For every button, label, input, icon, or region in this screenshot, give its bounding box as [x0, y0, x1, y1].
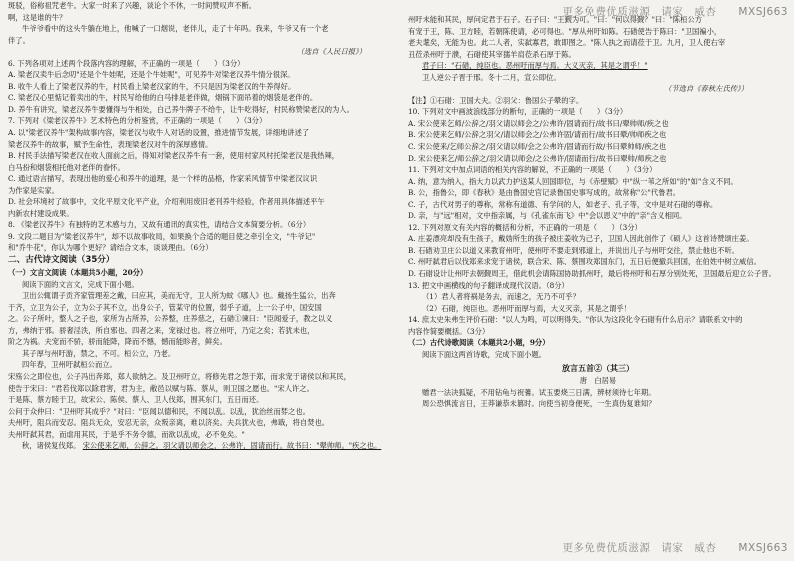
text-line: C. 梁老汉心里惦记着卖出的牛，村民写给他的白马排是老伴做，烟锅下面吊着的烟袋是老伴的。	[8, 93, 318, 103]
left-questions	[8, 0, 406, 254]
question-14: 14. 庶太史朱弗生评价石碏："以人为鸣，可以明得失。"你认为这段化令石碏有什么启示？请联系文中的	[408, 315, 743, 325]
text-line: B. 石碏劝卫庄公以道义来教育州吁，使州吁不要走到邪道上，并说出儿子与州吁交往，禁止他也不听。	[408, 245, 740, 255]
passage-line: 使告于宋曰："君若伐郑以除君害，君为主，敝邑以赋与陈、蔡从，则卫国之愿也。"宋人许之。	[8, 383, 314, 393]
right-questions	[408, 14, 788, 280]
text-line: 7. 下列对《梁老汉养牛》艺术特色的分析鉴赏，不正确的一项是（ ）（3分）	[8, 116, 267, 126]
text-line: 6. 下列各项对上述两个段落内容的理解，不正确的一项是（ ）（3分）	[8, 58, 245, 68]
poem-instruction: 阅读下面这两首诗歌，完成下面小题。	[422, 349, 547, 359]
text-line: A. 纳，意为纳入，指大力以武力护送某人回国即位，与《赤壁赋》中"纵一苇之所如"的"如"含义不同。	[408, 176, 738, 186]
text-line: D. 社会环境衬了故事中，文化平原文化平产业，介绍利用废旧老刊养牛经验，作者用具体描述平午	[8, 197, 325, 207]
text-line: 为作家是实家。	[8, 185, 60, 195]
section-title: 二、古代诗文阅读（35分）	[8, 255, 115, 266]
text-line: 卫人逆公子晋于邢。冬十二月，宣公即位。	[422, 72, 561, 82]
text-line: D. 养牛有讲究，梁老汉养牛要懂得与牛相处，白己养牛牌子不给牛，让牛吃得好，村民称赞梁老汉的为人。	[8, 104, 354, 114]
text-line: C. 通过语言描写，表现出他的爱心和养牛的道理，是一个样的品格，作家采风情节中梁老汉议识	[8, 174, 318, 184]
text-line: D. 石碏设计让州吁去朝觐周王，借此机会请陈国协助抓州吁，最后将州吁和石厚分别处死，卫国最后迎立公子晋。	[408, 269, 776, 279]
text-line: C. 州吁弑君后以伐郑来求宠于诸侯，联合宋、陈、蔡围攻郑国东门，五日后便撤兵回国，在伯姓中树立威信。	[408, 257, 761, 267]
left-column	[8, 0, 406, 452]
passage-line: 夫州吁弑其君，而虐用其民，于是乎不务令德，而欲以乱成，必不免矣。"	[8, 429, 245, 439]
subsection-title: （一）文言文阅读（本题共5小题，20分）	[8, 268, 148, 278]
text-line: 老夫耄矣，无能为也。此二人者，实弑寡君，敢即图之。"陈人执之而请莅于卫。九月，卫人使右宰	[408, 38, 726, 48]
question-13-2: （2）石碏，纯臣也。恶州吁而厚与焉，大义灭亲，其是之谓乎！	[422, 303, 631, 313]
text-line: 和"乔牛花"，你认为哪个更好？请结合文本，谈谈理由。（6分）	[8, 243, 213, 253]
text-line: 君子曰："石碏，纯臣也。恶州吁而厚与焉。大义灭亲，其是之谓乎！"	[422, 61, 648, 71]
text-line: C. 子，古代对男子的尊称，常称有道德、有学问的人，如老子、孔子等，文中是对石碏的尊称。	[408, 199, 718, 209]
passage-line: 之。公子所叶，整人之子也，家所为占所养，公养整，庄养慈之，石碏①谏曰："臣闻爱子，教之以义	[8, 314, 333, 324]
instruction: 阅读下面的文言文，完成下面小题。	[22, 279, 139, 289]
passage-line: 夫州吁，阻兵而安忍。阻兵无众，安忍无亲，众叛亲离，难以济矣。夫兵犹火也，弗戢，将自焚也。	[8, 418, 330, 428]
text-line: D. 亲，与"远"相对，文中指亲属，与《孔雀东南飞》中"会以恩义"中的"亲"含义相同。	[408, 211, 687, 221]
text-line: 10. 下列对文中画波浪线部分的断句，正确的一项是（ ）（3分）	[408, 107, 628, 117]
passage-line: 阶之为祸。夫宠而不骄，骄而能降，降而不憾，憾而能眕者，鲜矣。	[8, 337, 227, 347]
text-line: 有宠于王，陈、卫方睦，若朝陈使请，必可得也。"厚从州吁如陈。石碏使告于陈曰："卫国褊小，	[408, 26, 722, 36]
passage-last-a: 秋，诸侯复伐郑。	[22, 441, 81, 451]
text-line: （选自《人民日报》）	[296, 47, 366, 57]
text-line: B. 宋公使来乞师/公辞之羽父/请以师会之/公弗许固/请而行/故书曰翚/帅师疾之也	[408, 130, 667, 140]
passage-line: 于是陈、蔡方睦于卫，故宋公、陈侯、蔡人、卫人伐郑，围其东门，五日而还。	[8, 395, 264, 405]
poem-line-1: 赠君一法决狐疑，不用钻龟与祝蓍。试玉要烧三日满，辨材须待七年期。	[422, 387, 656, 397]
text-line: 9. 文段二题目为"梁老汉养牛"，却不以故事收局，如果换个合适的题目使之牵引全文，"牛爷记"	[8, 231, 316, 241]
question-13: 13. 把文中画横线的句子翻译成现代汉语。（8分）	[408, 280, 569, 290]
passage-line: 公问于众仲曰："卫州吁其成乎？"对曰："臣闻以德和民，不闻以乱。以乱，犹治丝而棼之也。	[8, 406, 310, 416]
text-line: B. 村民手法描写梁老汉在收人面前之后，得知对梁老汉养牛有一套，使用村家风村托梁老汉是我热辣，	[8, 151, 340, 161]
text-line: A. 梁老汉卖牛后念叨"还是个牛娃呢，还是个牛娃呢"，可见养牛对梁老汉养牛情分很深。	[8, 70, 295, 80]
text-line: 【注】①石碏：卫国大夫。②羽父：鲁国公子翚的字。	[408, 95, 584, 105]
text-line: 梁老汉养牛的故事，赋予生命性，表现梁老汉对牛的深厚感情。	[8, 139, 213, 149]
text-line: 12. 下列对原文有关内容的概括和分析，不正确的一项是（ ）（3分）	[408, 222, 642, 232]
watermark-bottom: 更多免费优质滋源 请家 威杏 MXSJ663	[562, 542, 788, 554]
text-line: 牛爷爷看中的这头牛躺在地上，他喊了一口烟说，老伴儿，走了十年吗。我来，牛爷又有一个老	[22, 24, 329, 34]
text-line: 11. 下列对文中加点词语的相关内容的解说，不正确的一项是（ ）（3分）	[408, 165, 657, 175]
text-line: （节选自《春秋左氏传》）	[664, 84, 748, 94]
text-line: C. 宋公使来/乞师公辞之/羽父请以师/会之公弗许/固请而行故/书曰翚帅师/疾之也	[408, 142, 667, 152]
passage-line: 于齐，立卫为公子，立为公子其不立，出身公子，管某守的位置，弱乎子道，上一公子中，国安国	[8, 302, 322, 312]
passage-line: 宋殇公之即位也，公子冯出奔郑，郑人欲纳之。及卫州吁立，将修先君之怨于郑，而求宠于诸侯以和其民，	[8, 371, 351, 381]
passage-last-b: 宋公使来乞师，公辞之。羽父请以师会之，公弗许，固请而行。故书曰："翚帅师。"疾之也。	[82, 441, 382, 451]
text-line: A. 庄姜漂亮却没有生孩子，戴妫所生的孩子被庄姜收为己子，卫国人因此创作了《硕人》这首诗赞颂庄姜。	[408, 234, 754, 244]
poem-title: 放言五首②（其三）	[562, 363, 634, 374]
text-line: B. 公，指鲁公，即《春秋》是由鲁国史官记录鲁国史事写成的，故常称"公"代鲁君。	[408, 188, 681, 198]
text-line: 伴了。	[8, 35, 30, 45]
text-line: 内新农村建设成果。	[8, 208, 74, 218]
text-line: A. 宋公使来乞师/公辞之/羽父请以师会之/公弗许/固请而行/故书曰/翚帅师/疾之也	[408, 118, 669, 128]
poem-author: 唐 白居易	[579, 375, 617, 385]
right-column	[408, 0, 788, 410]
question-14-cont: 内容作简要概括。（3分）	[408, 326, 490, 336]
passage-line: 四年春，卫州吁弑桓公而立。	[22, 360, 117, 370]
text-line: D. 宋公使来乞/师公辞之/羽父请以师会/之公弗许/固请而行/故书曰翚帅/师疾之也	[408, 153, 667, 163]
passage-last-line	[8, 440, 406, 452]
text-line: 斑驳，俗称祖咒老牛。大家一时来了兴趣，谈论个不休，一时间赞叹声不断。	[8, 1, 257, 10]
text-line: 啊，这是谁的牛？	[8, 12, 67, 22]
text-line: 8. 《梁老汉养牛》有独特的艺术感与力，又故有通讯的真实性，请结合文本简要分析。（6分）	[8, 220, 311, 230]
poem-subsection: （二）古代诗歌阅读（本题共2小题，9分）	[408, 338, 550, 348]
question-13-1: （1）君人者将祸是务去，而速之，无乃不可乎？	[422, 292, 580, 302]
text-line: 州吁未能和其民，厚问定君于石子。石子曰："王觐为可。"曰："何以得觐？"曰："陈桓公方	[408, 15, 703, 24]
watermark-top: 更多免费优质滋源 请家 威杏 MXSJ663	[562, 6, 788, 18]
text-line: 丑莅杀州吁于濮，石碏使其宰獳羊肩莅杀石厚于陈。	[408, 49, 576, 59]
classical-passage	[8, 290, 406, 440]
poem-line-2: 周公恐惧流言日，王莽谦恭未篡时。向使当初身便死，一生真伪复谁知？	[422, 399, 656, 409]
text-line: A. 以"梁老汉养牛"架构故事内容，梁老汉与收牛人对话的设置，推进情节发展，详细地讲述了	[8, 128, 310, 138]
text-line: 白马扮和烟袋相托他对老伴的眷怀。	[8, 162, 125, 172]
text-line: B. 收牛人看上了梁老汉养的牛，村民看上梁老汉家的牛，不只是因为梁老汉的牛养得好。	[8, 81, 296, 91]
passage-line: 其子厚与州吁游，禁之，不可。桓公立，乃老。	[22, 348, 176, 358]
passage-line: 卫出公辄谓子贡齐家管理差之戴，曰应其，美而无守，卫人所为蚊《哪人》也。戴扬生猛公，出奔	[22, 291, 336, 301]
passage-line: 方，弗纳于邪。骄奢淫泆，所自邪也。四者之来，宠禄过也。将立州吁，乃定之矣；若犹未也，	[8, 325, 315, 335]
